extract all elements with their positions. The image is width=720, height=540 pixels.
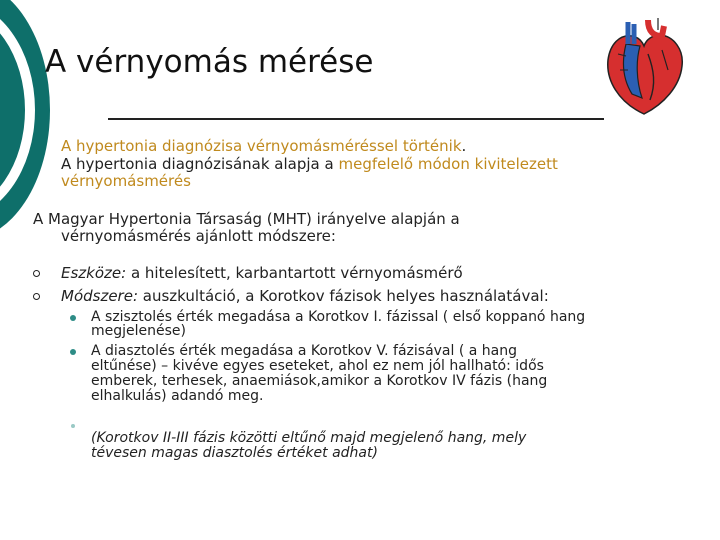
list-item-device — [61, 265, 463, 282]
device-label: Eszköze: — [61, 264, 127, 282]
subitem-diastolic-line-4: elhalkulás) adandó meg. — [91, 388, 264, 404]
method-colon: : — [543, 287, 549, 305]
heart-anatomy-icon — [598, 14, 690, 124]
bullet-dot-icon — [71, 424, 75, 428]
guideline-line-2: vérnyomásmérés ajánlott módszere: — [61, 227, 336, 245]
bullet-dot-icon — [70, 315, 76, 321]
intro-line-3: vérnyomásmérés — [61, 172, 191, 190]
bullet-ring-icon — [33, 293, 40, 300]
subitem-systolic-line-2: megjelenése) — [91, 323, 186, 339]
intro-line-2-text: A hypertonia diagnózisának alapja a — [61, 155, 339, 173]
method-text: auszkultáció, a Korotkov fázisok helyes használatával — [138, 287, 544, 305]
subitem-diastolic-line-2: eltűnése) – kivéve egyes eseteket, ahol ez nem jól hallható: idős — [91, 358, 544, 374]
intro-line-1-period: . — [461, 137, 467, 155]
intro-line-2 — [61, 156, 558, 173]
subitem-diastolic-line-3: emberek, terhesek, anaemiások,amikor a Korotkov IV fázis (hang — [91, 373, 548, 389]
title-underline — [108, 118, 604, 120]
intro-line-1 — [61, 138, 466, 155]
note-line-1: (Korotkov II-III fázis közötti eltűnő majd megjelenő hang, mely — [91, 430, 527, 446]
intro-line-1-text: A hypertonia diagnózisa vérnyomásméréssel történik — [61, 137, 462, 155]
device-text: a hitelesített, karbantartott vérnyomásmérő — [126, 264, 463, 282]
list-item-method — [61, 288, 549, 305]
guideline-line-1: A Magyar Hypertonia Társaság (MHT) irányelve alapján a — [33, 210, 460, 228]
subitem-diastolic-line-1: A diasztolés érték megadása a Korotkov V. fázisával ( a hang — [91, 343, 518, 359]
bullet-dot-icon — [70, 349, 76, 355]
slide-title: A vérnyomás mérése — [45, 44, 374, 80]
intro-line-2-accent: megfelelő módon kivitelezett — [338, 155, 558, 173]
bullet-ring-icon — [33, 270, 40, 277]
method-label: Módszere: — [61, 287, 139, 305]
subitem-systolic-line-1: A szisztolés érték megadása a Korotkov I. fázissal ( első koppanó hang — [91, 309, 586, 325]
note-line-2: tévesen magas diasztolés értéket adhat) — [91, 445, 378, 461]
